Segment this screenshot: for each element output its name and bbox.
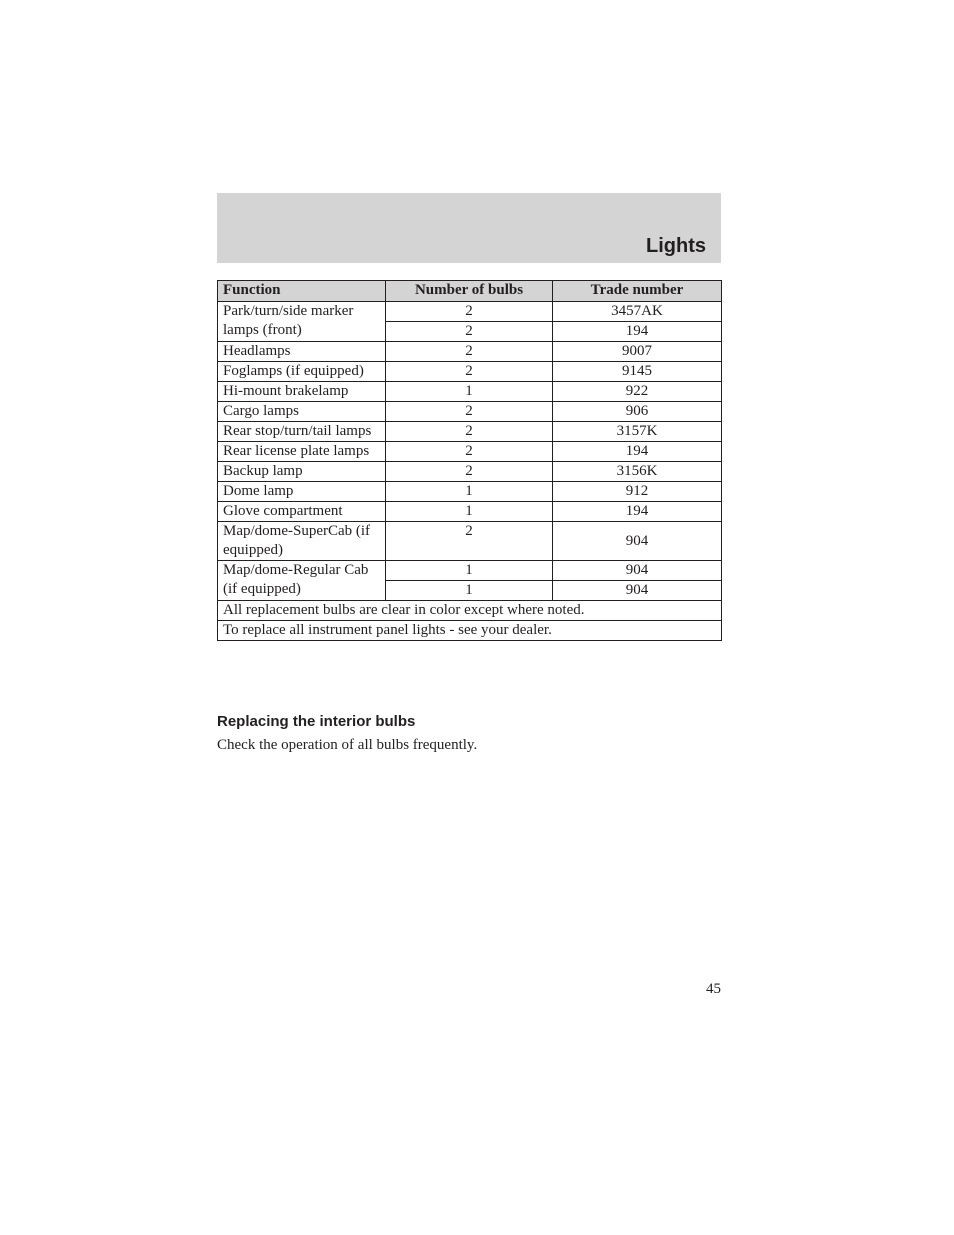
function-cell: Rear license plate lamps [218,442,386,462]
function-cell: Rear stop/turn/tail lamps [218,422,386,442]
table-note-row [218,601,722,621]
trade-number-cell: 3156K [553,462,722,482]
table-row [218,482,722,502]
function-cell: Backup lamp [218,462,386,482]
table-row [218,342,722,362]
trade-number-cell: 3157K [553,422,722,442]
table-row [218,462,722,482]
table-note: To replace all instrument panel lights - see your dealer. [218,621,722,641]
bulbs-cell: 2 [386,402,553,422]
bulbs-cell: 1 [386,382,553,402]
function-cell: Hi-mount brakelamp [218,382,386,402]
section-title: Lights [646,235,706,257]
trade-number-cell: 194 [553,502,722,522]
bulbs-cell: 1 [386,581,553,601]
trade-number-cell: 194 [553,442,722,462]
function-cell: Cargo lamps [218,402,386,422]
trade-number-cell: 194 [553,322,722,342]
table-row [218,561,722,581]
column-header-trade-number: Trade number [553,281,722,302]
bulbs-cell: 2 [386,522,553,561]
bulbs-cell: 2 [386,362,553,382]
trade-number-cell: 904 [553,581,722,601]
bulbs-cell: 2 [386,422,553,442]
table-row [218,522,722,561]
bulb-specification-table [217,280,722,641]
trade-number-cell: 904 [553,522,722,561]
body-paragraph: Check the operation of all bulbs frequently. [217,737,478,753]
table-row [218,502,722,522]
trade-number-cell: 9007 [553,342,722,362]
column-header-function: Function [218,281,386,302]
table-note-row [218,621,722,641]
bulbs-cell: 2 [386,342,553,362]
trade-number-cell: 9145 [553,362,722,382]
function-cell: Park/turn/side marker lamps (front) [218,302,386,342]
table-row [218,442,722,462]
column-header-number-of-bulbs: Number of bulbs [386,281,553,302]
table-row [218,422,722,442]
table-row [218,302,722,322]
section-heading: Replacing the interior bulbs [217,713,416,730]
function-cell: Dome lamp [218,482,386,502]
trade-number-cell: 922 [553,382,722,402]
bulbs-cell: 2 [386,462,553,482]
bulbs-cell: 1 [386,482,553,502]
function-cell: Map/dome-SuperCab (if equipped) [218,522,386,561]
function-cell: Headlamps [218,342,386,362]
table-row [218,382,722,402]
bulbs-cell: 2 [386,442,553,462]
trade-number-cell: 906 [553,402,722,422]
table-row [218,402,722,422]
table-header-row [218,281,722,302]
function-cell: Foglamps (if equipped) [218,362,386,382]
section-header-band [217,193,721,263]
table-row [218,362,722,382]
table-note: All replacement bulbs are clear in color except where noted. [218,601,722,621]
bulbs-cell: 1 [386,502,553,522]
trade-number-cell: 3457AK [553,302,722,322]
trade-number-cell: 912 [553,482,722,502]
trade-number-cell: 904 [553,561,722,581]
function-cell: Map/dome-Regular Cab (if equipped) [218,561,386,601]
page-number: 45 [706,981,721,997]
bulbs-cell: 2 [386,322,553,342]
bulbs-cell: 2 [386,302,553,322]
function-cell: Glove compartment [218,502,386,522]
bulbs-cell: 1 [386,561,553,581]
